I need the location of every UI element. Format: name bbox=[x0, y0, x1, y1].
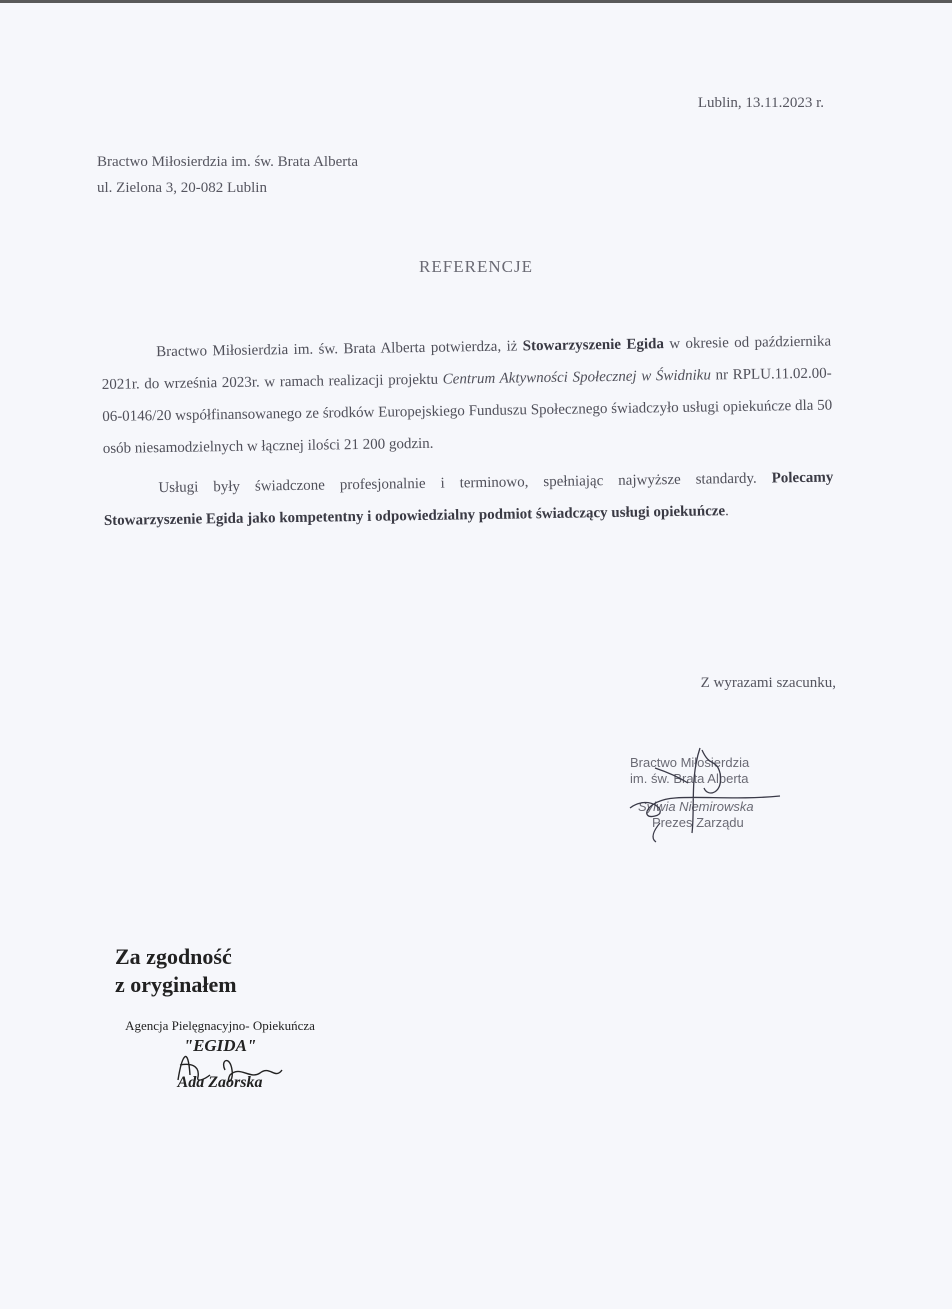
paragraph-1-italic: Centrum Aktywności Społecznej w Świdniku bbox=[442, 367, 712, 388]
stamp-line-3: Sylwia Niemirowska bbox=[638, 799, 754, 814]
sender-name: Bractwo Miłosierdzia im. św. Brata Alberta bbox=[97, 154, 359, 170]
sender-street: ul. Zielona 3, 20-082 Lublin bbox=[97, 180, 267, 196]
closing-phrase: Z wyrazami szacunku, bbox=[700, 675, 836, 691]
certified-copy-stamp bbox=[115, 943, 237, 999]
paragraph-2-text-a: Usługi były świadczone profesjonalnie i terminowo, spełniając najwyższe standardy. bbox=[158, 470, 772, 497]
paragraph-1 bbox=[101, 326, 833, 465]
paragraph-2-text-b: . bbox=[724, 503, 729, 520]
paragraph-2-bold: Polecamy Stowarzyszenie Egida jako kompetentny i odpowiedzialny podmiot świadczący usługi opiekuńcze bbox=[103, 469, 834, 529]
paragraph-1-bold: Stowarzyszenie Egida bbox=[522, 336, 665, 355]
certified-line-1: Za zgodność bbox=[115, 944, 232, 969]
paragraph-1-text-b: w okresie od października 2021r. do września 2023r. w ramach realizacji projektu bbox=[101, 333, 832, 393]
paragraph-2 bbox=[103, 462, 834, 537]
stamp-line-4: Prezes Zarządu bbox=[652, 815, 744, 830]
sender-address bbox=[97, 149, 358, 201]
document-body bbox=[101, 326, 834, 537]
certified-line-2: z oryginałem bbox=[115, 972, 237, 997]
stamp-line-2: im. św. Brata Alberta bbox=[630, 771, 749, 786]
agency-brand: "EGIDA" bbox=[183, 1036, 257, 1055]
stamp-line-1: Bractwo Miłosierdzia bbox=[630, 755, 750, 770]
agency-person: Ada Zaorska bbox=[177, 1074, 263, 1091]
agency-signature bbox=[170, 1035, 290, 1095]
agency-name: Agencja Pielęgnacyjno- Opiekuńcza bbox=[125, 1018, 315, 1033]
document-date: Lublin, 13.11.2023 r. bbox=[697, 95, 824, 111]
sender-signature bbox=[620, 738, 790, 848]
paragraph-1-text-a: Bractwo Miłosierdzia im. św. Brata Alberta potwierdza, iż bbox=[156, 338, 523, 361]
paragraph-1-text-c: nr RPLU.11.02.00-06-0146/20 współfinansowanego ze środków Europejskiego Funduszu Społecznego świadczyło usługi opiekuńcze dla 50 osób niesamodzielnych w łącznej ilości 21 200 godzin. bbox=[102, 365, 833, 457]
document-title: REFERENCJE bbox=[419, 257, 533, 276]
